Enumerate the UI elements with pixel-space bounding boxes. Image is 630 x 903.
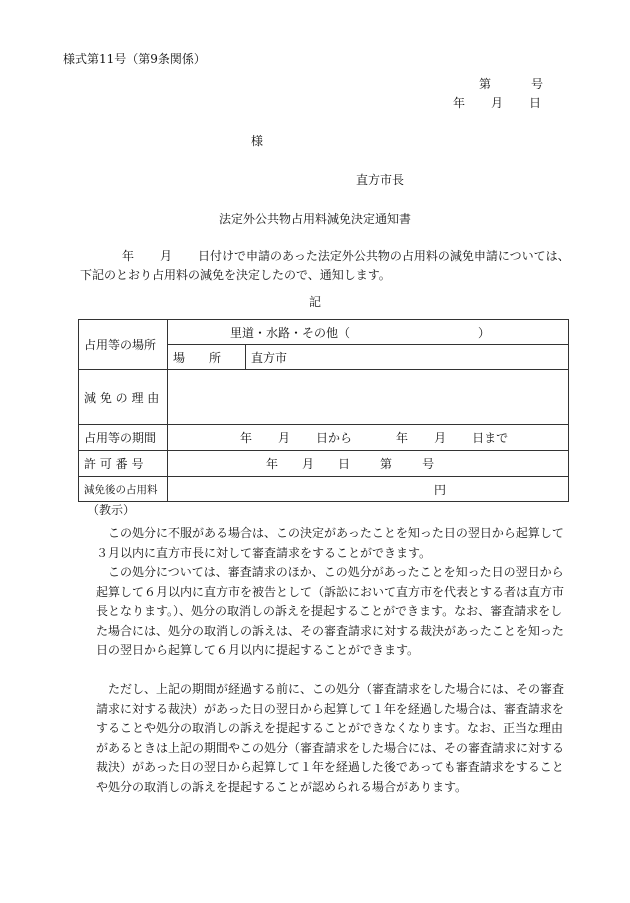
intro-paragraph	[80, 247, 570, 285]
period-to-day: 日まで	[472, 431, 509, 445]
permit-number-prefix: 第	[380, 457, 393, 471]
intro-year: 年	[122, 249, 135, 263]
fee-unit: 円	[434, 482, 447, 497]
issue-date	[453, 96, 541, 110]
reason-label: 減 免 の 理 由	[79, 370, 168, 425]
details-table	[78, 319, 569, 502]
permit-day: 日	[338, 457, 351, 471]
permit-month: 月	[302, 457, 315, 471]
instruction-label: （教示）	[87, 503, 136, 517]
form-label: 様式第11号（第9条関係）	[63, 52, 206, 66]
issue-year: 年	[453, 96, 466, 110]
period-to-month: 月	[434, 431, 447, 445]
location-label: 場 所	[168, 345, 246, 370]
place-label: 占用等の場所	[79, 320, 168, 370]
permit-label: 許 可 番 号	[79, 451, 168, 477]
place-type-close: ）	[478, 325, 491, 340]
place-type-cell	[168, 320, 569, 345]
issuer: 直方市長	[356, 173, 405, 187]
issue-month: 月	[491, 96, 504, 110]
permit-value	[168, 451, 569, 477]
recipient: 様	[251, 134, 264, 148]
intro-text: 日付けで申請のあった法定外公共物の占用料の減免申請については、下記のとおり占用料の減免を決定したので、通知します。	[80, 249, 570, 282]
number-prefix: 第	[479, 77, 492, 91]
location-value: 直方市	[246, 345, 569, 370]
period-from-month: 月	[278, 431, 291, 445]
fee-label: 減免後の占用料	[79, 477, 168, 502]
reason-value	[168, 370, 569, 425]
period-label: 占用等の期間	[79, 425, 168, 451]
number-suffix: 号	[531, 77, 544, 91]
place-type-row	[79, 320, 569, 345]
period-from-day: 日から	[316, 431, 353, 445]
period-from-year: 年	[240, 431, 253, 445]
permit-year: 年	[266, 457, 279, 471]
reason-row	[79, 370, 569, 425]
document-title: 法定外公共物占用料減免決定通知書	[218, 212, 411, 226]
fee-row	[79, 477, 569, 502]
intro-month: 月	[160, 249, 173, 263]
permit-number-suffix: 号	[422, 457, 435, 471]
period-row	[79, 425, 569, 451]
period-value	[168, 425, 569, 451]
period-to-year: 年	[396, 431, 409, 445]
issue-day: 日	[529, 96, 542, 110]
instruction-paragraph-1: この処分に不服がある場合は、この決定があったことを知った日の翌日から起算して３月以内に直方市長に対して審査請求をすることができます。	[96, 526, 564, 560]
place-type: 里道・水路・その他（	[230, 325, 351, 340]
instruction-paragraph-2: この処分については、審査請求のほか、この処分があったことを知った日の翌日から起算して６月以内に直方市を被告として（訴訟において直方市を代表とする者は直方市長となります。）、処分の取消しの訴えを提起することができます。なお、審査請求をした場合には、処分の取消しの訴えは、その審査請求に対する裁決があったことを知った日の翌日から起算して６月以内に提起することができます。	[96, 565, 565, 657]
permit-row	[79, 451, 569, 477]
fee-value	[168, 477, 569, 502]
document-number	[479, 77, 543, 91]
ki-heading: 記	[308, 295, 321, 309]
instruction-paragraph-3: ただし、上記の期間が経過する前に、この処分（審査請求をした場合には、その審査請求に対する裁決）があった日の翌日から起算して１年を経過した場合は、審査請求をすることや処分の取消しの訴えを提起することができなくなります。なお、正当な理由があるときは上記の期間やこの処分（審査請求をした場合には、その審査請求に対する裁決）があった日の翌日から起算して１年を経過した後であっても審査請求をすることや処分の取消しの訴えを提起することが認められる場合があります。	[96, 682, 565, 794]
